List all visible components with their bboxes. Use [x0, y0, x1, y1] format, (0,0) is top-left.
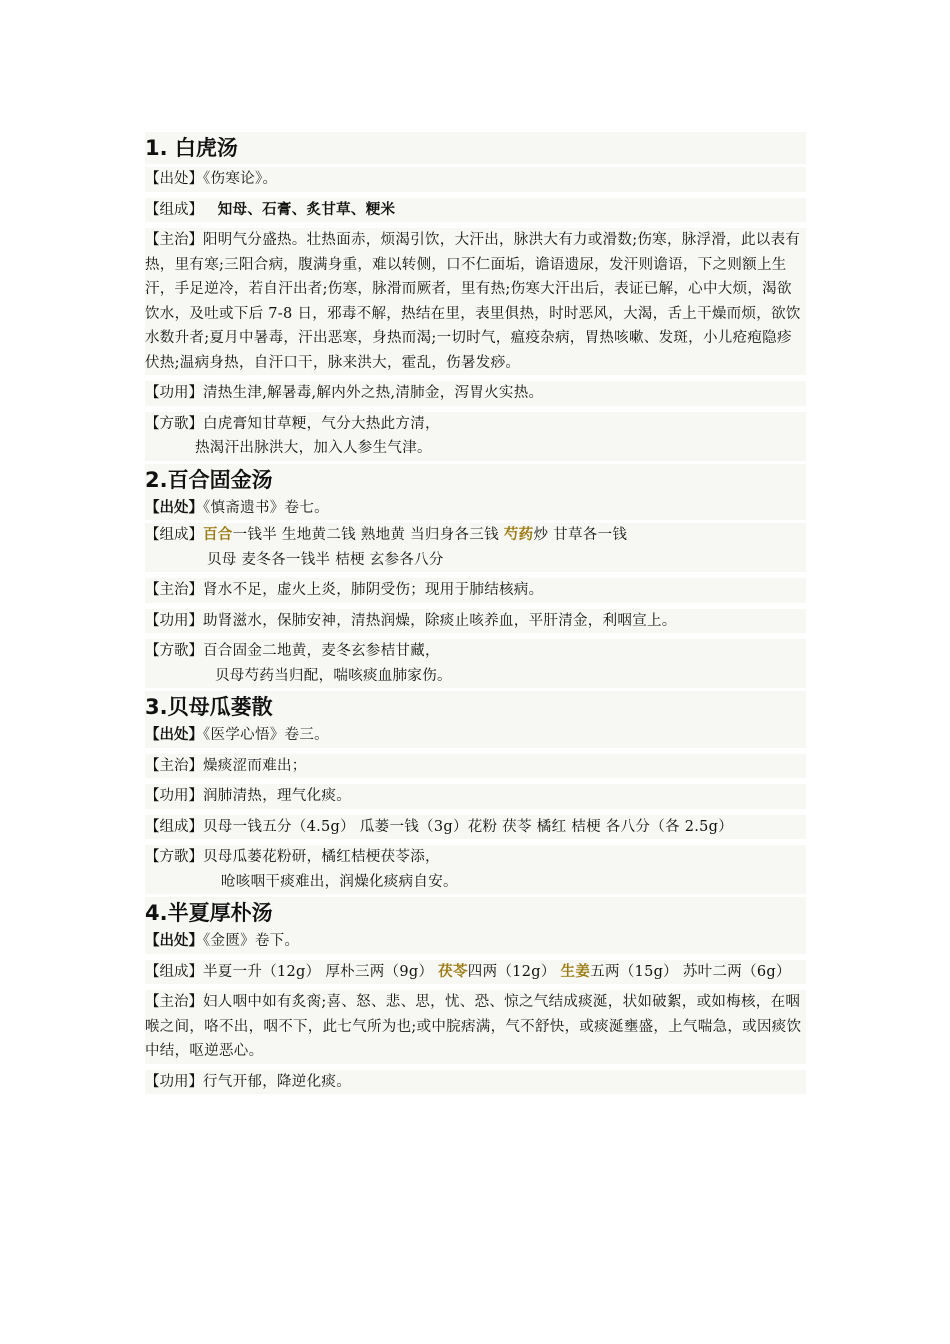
verse-text: 白虎膏知甘草粳，气分大热此方清，: [203, 415, 440, 432]
composition-text: 知母、石膏、炙甘草、粳米: [217, 200, 396, 218]
verse-line: [145, 639, 806, 664]
composition-text: 四两（12g）: [467, 963, 561, 980]
label: 【方歌】: [145, 643, 203, 659]
label: 【方歌】: [145, 849, 203, 865]
function-line: [145, 609, 806, 634]
indication-text: 肾水不足，虚火上炎，肺阴受伤；现用于肺结核病。: [203, 582, 544, 598]
highlight-herb: 芍药: [503, 526, 534, 543]
function-line: [145, 784, 806, 809]
label: 【主治】: [145, 994, 203, 1010]
section-title: 4.半夏厚朴汤: [145, 897, 806, 929]
indication-paragraph: [145, 228, 806, 375]
source-text: 《伤寒论》。: [203, 171, 278, 187]
label: 【组成】: [145, 201, 203, 218]
label: 【组成】: [145, 527, 203, 543]
indication-paragraph: [145, 990, 806, 1064]
composition-paragraph: [145, 815, 806, 840]
composition-text: 炒 甘草各一钱: [533, 527, 628, 543]
highlight-herb: 茯苓: [438, 962, 468, 980]
indication-text: 阳明气分盛热。壮热面赤，烦渴引饮，大汗出，脉洪大有力或滑数;伤寒，脉浮滑，此以表有热，里有寒;三阳合病，腹满身重，难以转侧，口不仁面垢，谵语遗尿，发汗则谵语，下之则额上生汗，手足逆冷，若自汗出者;伤寒，脉滑而厥者，里有热;伤寒大汗出后，表证已解，心中大烦，渴欲饮水，及吐或下后 7-8 日，邪毒不解，热结在里，表里俱热，时时恶风，大渴，舌上干燥而烦，欲饮水数升者;夏月中暑毒，汗出恶寒，身热而渴;一切时气，瘟疫杂病，胃热咳嗽、发斑，小儿疮疱隐疹伏热;温病身热，自汗口干，脉来洪大，霍乱，伤暑发痧。: [145, 232, 801, 371]
verse-line: [145, 412, 806, 437]
label: 【出处】: [145, 171, 203, 187]
highlight-herb: 百合: [203, 526, 233, 543]
section-title: 2.百合固金汤: [145, 464, 806, 496]
function-text: 助肾滋水，保肺安神，清热润燥，除痰止咳养血，平肝清金，利咽宣上。: [203, 612, 677, 629]
label: 【主治】: [145, 757, 203, 774]
document-page: [145, 132, 806, 1094]
source-line: [145, 167, 806, 192]
label: 【功用】: [145, 1073, 203, 1090]
verse-text: 百合固金二地黄，麦冬玄参桔甘藏，: [203, 643, 440, 659]
verse-line: [145, 845, 806, 870]
source-line: [145, 496, 806, 521]
composition-text: 五两（15g） 苏叶二两（6g）: [590, 963, 791, 980]
composition-text: 半夏一升（12g） 厚朴三两（9g）: [203, 963, 439, 980]
verse-line-2: 热渴汗出脉洪大，加入人参生气津。: [145, 436, 806, 461]
label: 【出处】: [145, 932, 203, 949]
source-text: 《慎斋遗书》卷七。: [203, 499, 329, 516]
verse-text: 贝母瓜蒌花粉研，橘红桔梗茯苓添，: [203, 849, 440, 865]
section-title: 3.贝母瓜蒌散: [145, 691, 806, 723]
composition-paragraph: [145, 960, 806, 985]
indication-text: 燥痰涩而难出；: [203, 757, 307, 774]
verse-line-2: 贝母芍药当归配，喘咳痰血肺家伤。: [145, 664, 806, 689]
label: 【功用】: [145, 612, 203, 629]
indication-line: [145, 754, 806, 779]
label: 【主治】: [145, 232, 203, 248]
label: 【组成】: [145, 818, 203, 835]
function-text: 行气开郁，降逆化痰。: [203, 1073, 351, 1090]
label: 【方歌】: [145, 415, 203, 432]
label: 【功用】: [145, 385, 203, 401]
verse-line-2: 呛咳咽干痰难出，润燥化痰病自安。: [145, 870, 806, 895]
composition-line: [145, 523, 806, 548]
function-text: 清热生津,解暑毒,解内外之热,清肺金，泻胃火实热。: [203, 385, 544, 401]
source-text: 《金匮》卷下。: [203, 933, 300, 949]
source-line: [145, 723, 806, 748]
section-title: 1. 白虎汤: [145, 132, 806, 164]
composition-text: 贝母一钱五分（4.5g） 瓜蒌一钱（3g）花粉 茯苓 橘红 桔梗 各八分（各 2.5g）: [203, 818, 734, 835]
indication-line: [145, 578, 806, 603]
composition-line: [145, 198, 806, 223]
highlight-herb: 生姜: [560, 962, 591, 980]
composition-text: 一钱半 生地黄二钱 熟地黄 当归身各三钱: [232, 527, 504, 543]
label: 【主治】: [145, 582, 203, 598]
label: 【出处】: [145, 498, 203, 516]
composition-line-2: 贝母 麦冬各一钱半 桔梗 玄参各八分: [145, 548, 806, 573]
function-text: 润肺清热，理气化痰。: [203, 788, 351, 804]
source-text: 《医学心悟》卷三。: [203, 727, 329, 743]
label: 【组成】: [145, 963, 203, 980]
function-line: [145, 1070, 806, 1095]
source-line: [145, 929, 806, 954]
indication-text: 妇人咽中如有炙脔;喜、怒、悲、思，忧、恐、惊之气结成痰涎，状如破絮，或如梅核，在咽喉之间，咯不出，咽不下，此七气所为也;或中脘痞满，气不舒快，或痰涎壅盛，上气喘急，或因痰饮中结，呕逆恶心。: [145, 994, 802, 1059]
label: 【出处】: [145, 726, 203, 743]
function-line: [145, 381, 806, 406]
label: 【功用】: [145, 788, 203, 804]
